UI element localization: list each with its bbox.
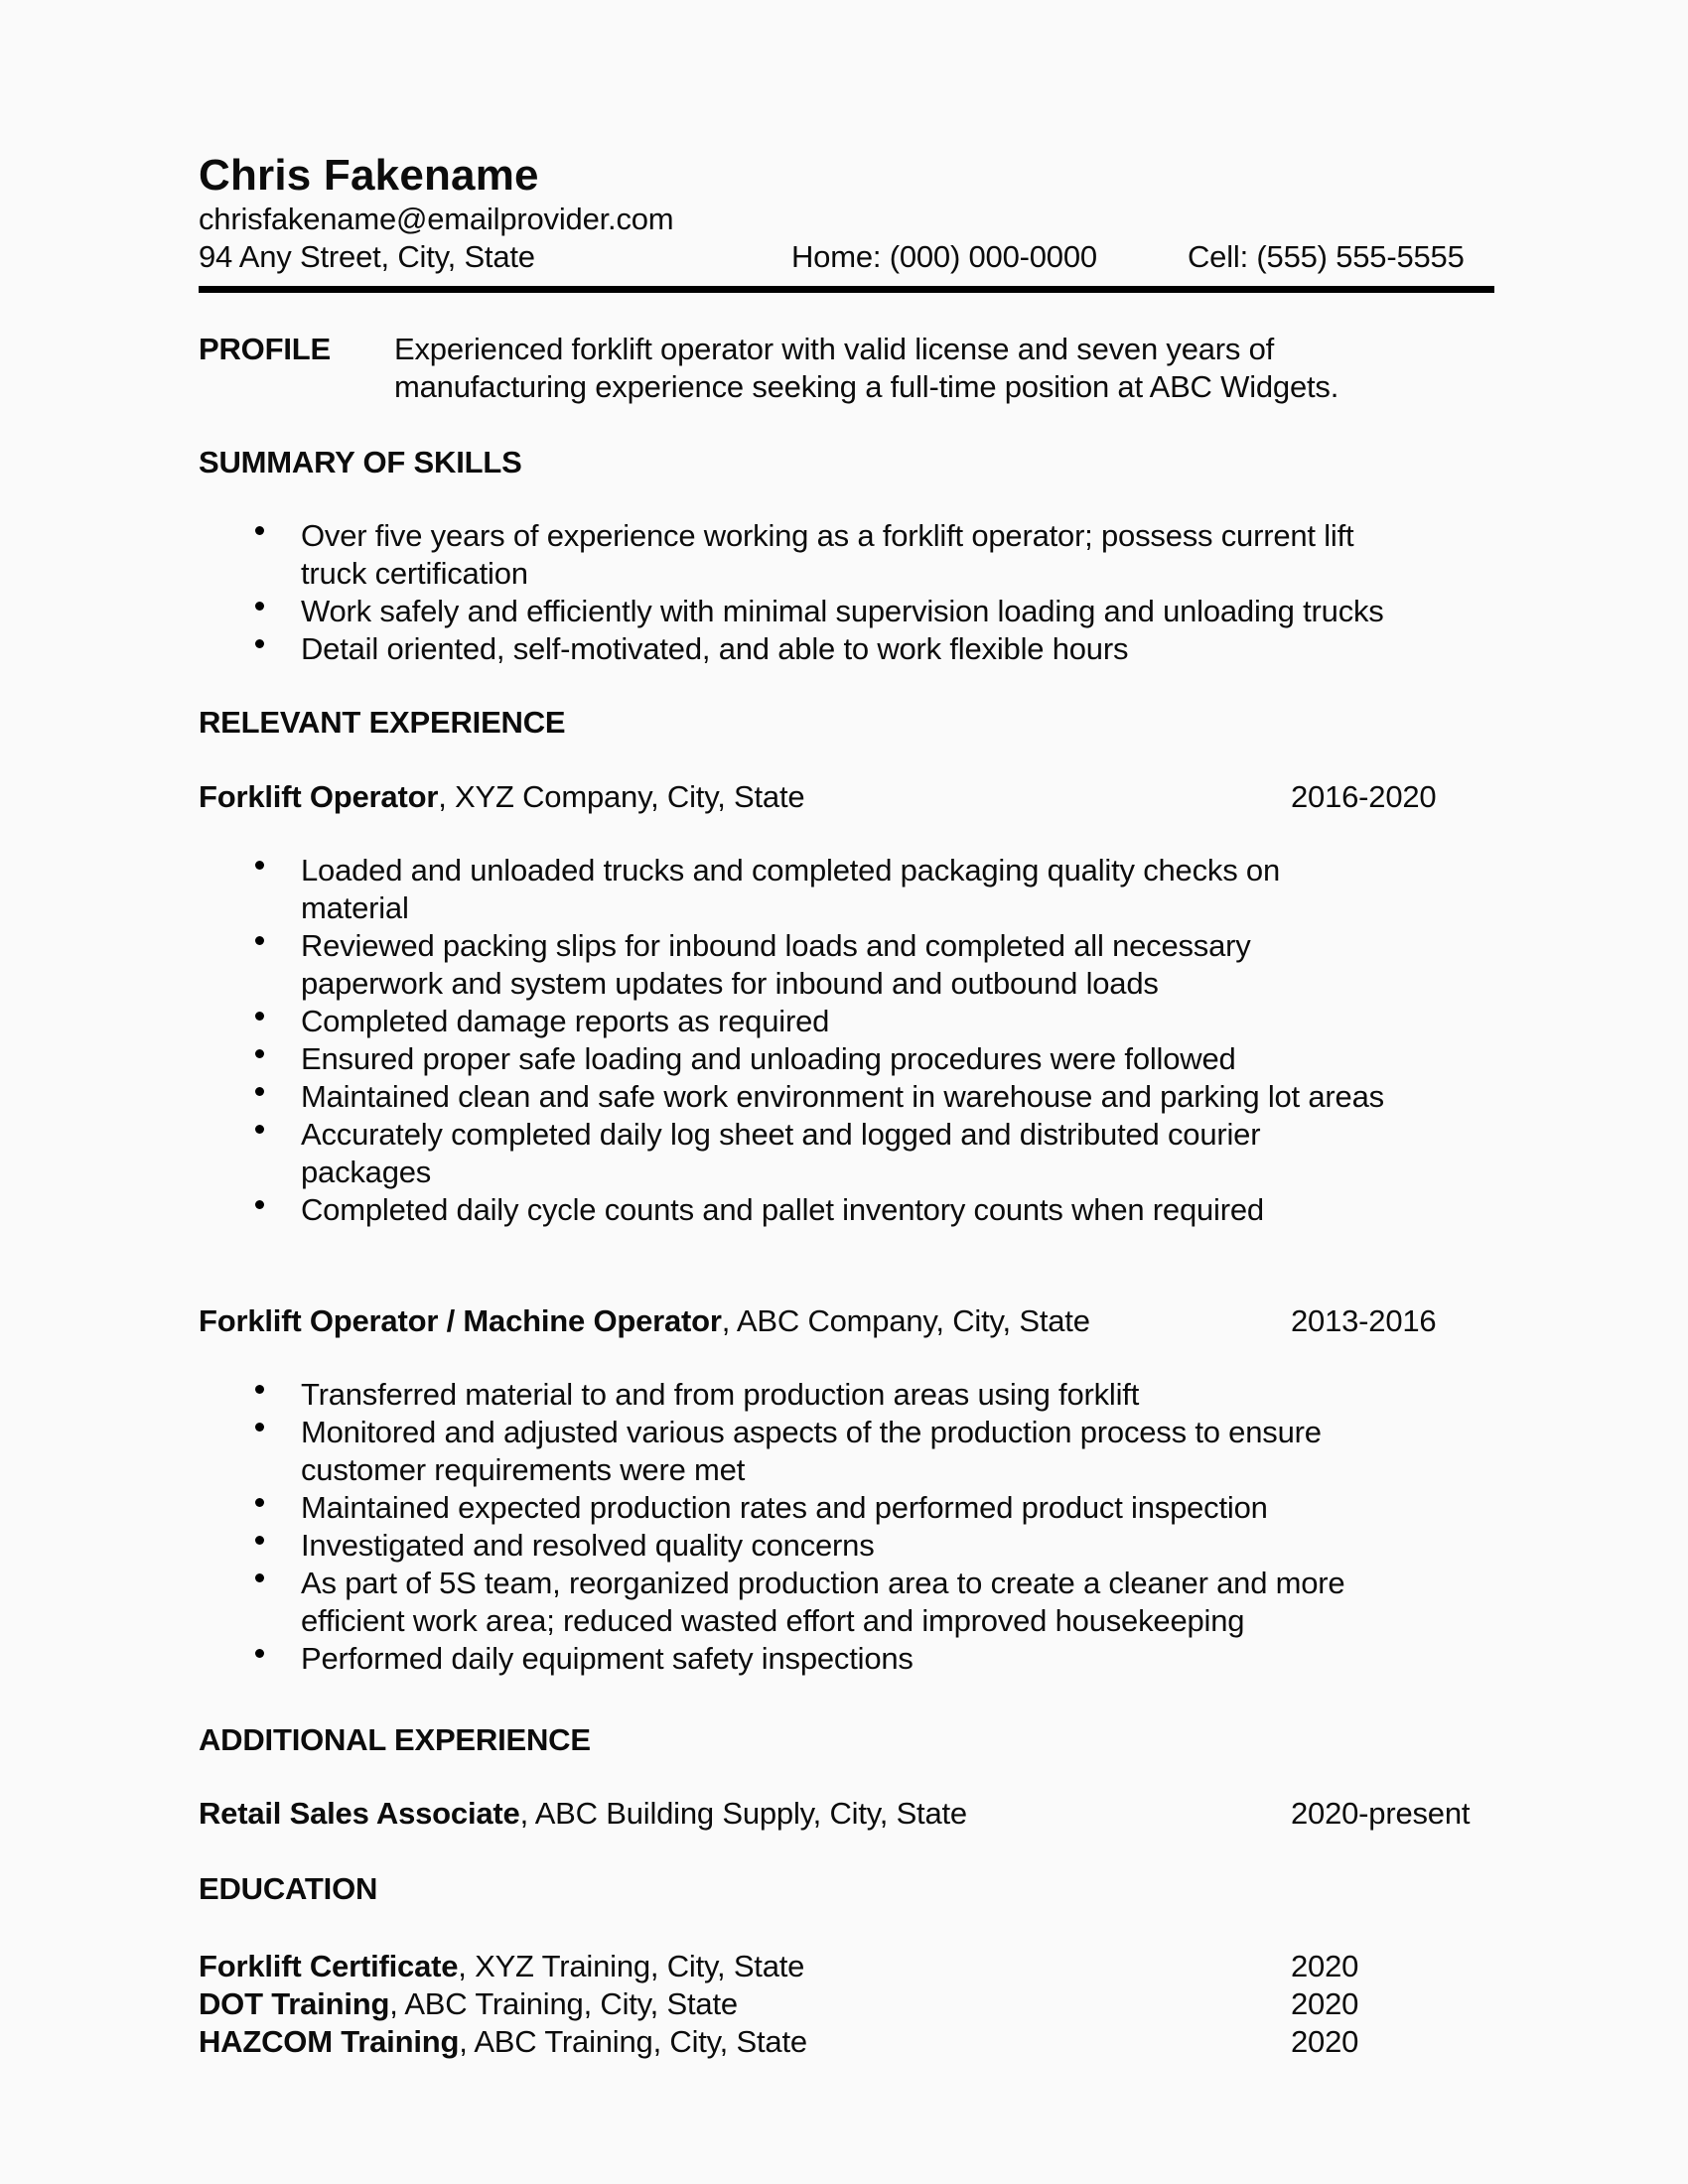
credential-title: HAZCOM Training [199,2024,460,2059]
cell-phone: Cell: (555) 555-5555 [1188,239,1465,274]
skills-list [199,517,1494,668]
bullet-item [199,1640,1494,1678]
bullet-item [199,1191,1494,1229]
bullet-line: Maintained clean and safe work environment in warehouse and parking lot areas [301,1079,1384,1114]
job-company: , ABC Building Supply, City, State [519,1796,967,1831]
job-title: Forklift Operator [199,779,439,814]
bullet-item [199,1003,1494,1040]
education-heading: EDUCATION [199,1871,378,1906]
profile-section [199,331,1494,406]
profile-text [394,331,1338,406]
profile-line: Experienced forklift operator with valid license and seven years of [394,332,1275,366]
person-name: Chris Fakename [199,151,539,200]
bullet-line: Completed daily cycle counts and pallet inventory counts when required [301,1192,1264,1227]
relevant-experience-heading: RELEVANT EXPERIENCE [199,705,566,740]
bullet-item [199,1116,1494,1191]
credential-org: , XYZ Training, City, State [458,1949,805,1983]
education-entry [199,1985,1494,2023]
bullet-line: Ensured proper safe loading and unloading procedures were followed [301,1041,1236,1076]
bullet-line: Reviewed packing slips for inbound loads and completed all necessary [301,928,1251,963]
bullet-item [199,593,1494,630]
job-title: Forklift Operator / Machine Operator [199,1303,722,1338]
bullet-line: paperwork and system updates for inbound and outbound loads [301,966,1159,1001]
profile-line: manufacturing experience seeking a full-time position at ABC Widgets. [394,369,1339,404]
bullet-line: Accurately completed daily log sheet and logged and distributed courier [301,1117,1261,1152]
bullet-item [199,1078,1494,1116]
bullet-line: Completed damage reports as required [301,1004,830,1038]
bullet-line: Monitored and adjusted various aspects of the production process to ensure [301,1415,1322,1449]
bullet-line: efficient work area; reduced wasted effort and improved housekeeping [301,1603,1245,1638]
credential-date: 2020 [1291,1949,1359,1983]
bullet-item [199,517,1494,593]
education-entry [199,2023,1494,2061]
bullet-line: Performed daily equipment safety inspections [301,1641,914,1676]
bullet-line: As part of 5S team, reorganized production area to create a cleaner and more [301,1566,1345,1600]
profile-heading: PROFILE [199,332,331,366]
bullet-line: Loaded and unloaded trucks and completed packaging quality checks on [301,853,1280,887]
bullet-line: Detail oriented, self-motivated, and able to work flexible hours [301,631,1129,666]
additional-entry [199,1795,1494,1833]
email-line: chrisfakename@emailprovider.com [199,202,674,236]
bullet-line: packages [301,1155,432,1189]
bullet-item [199,927,1494,1003]
bullet-line: customer requirements were met [301,1452,746,1487]
education-entry [199,1948,1494,1985]
job-dates: 2013-2016 [1291,1303,1437,1338]
credential-date: 2020 [1291,2024,1359,2059]
credential-title: Forklift Certificate [199,1949,459,1983]
home-phone: Home: (000) 000-0000 [791,239,1097,274]
job-dates: 2016-2020 [1291,779,1437,814]
bullet-item [199,1414,1494,1489]
credential-title: DOT Training [199,1986,390,2021]
job-company: , ABC Company, City, State [721,1303,1090,1338]
bullet-line: Transferred material to and from production areas using forklift [301,1377,1140,1412]
bullet-item [199,1040,1494,1078]
bullet-line: material [301,890,409,925]
bullet-item [199,630,1494,668]
bullet-line: truck certification [301,556,528,591]
bullet-line: Work safely and efficiently with minimal supervision loading and unloading trucks [301,594,1384,628]
job-dates: 2020-present [1291,1796,1471,1831]
bullet-item [199,1565,1494,1640]
bullet-item [199,852,1494,927]
credential-org: , ABC Training, City, State [389,1986,738,2021]
bullet-line: Maintained expected production rates and performed product inspection [301,1490,1268,1525]
job-bullet-list [199,1376,1494,1678]
bullet-item [199,1376,1494,1414]
job-company: , XYZ Company, City, State [438,779,805,814]
job-bullet-list [199,852,1494,1229]
address-line [199,238,1494,276]
bullet-line: Over five years of experience working as a forklift operator; possess current lift [301,518,1354,553]
job-header [199,1302,1494,1340]
job-title: Retail Sales Associate [199,1796,520,1831]
credential-org: , ABC Training, City, State [459,2024,807,2059]
header-divider [199,286,1494,293]
credential-date: 2020 [1291,1986,1359,2021]
skills-heading: SUMMARY OF SKILLS [199,445,522,479]
job-header [199,778,1494,816]
bullet-item [199,1527,1494,1565]
bullet-line: Investigated and resolved quality concerns [301,1528,875,1563]
street-address: 94 Any Street, City, State [199,239,535,274]
bullet-item [199,1489,1494,1527]
education-list [199,1948,1494,2061]
additional-experience-heading: ADDITIONAL EXPERIENCE [199,1722,591,1757]
